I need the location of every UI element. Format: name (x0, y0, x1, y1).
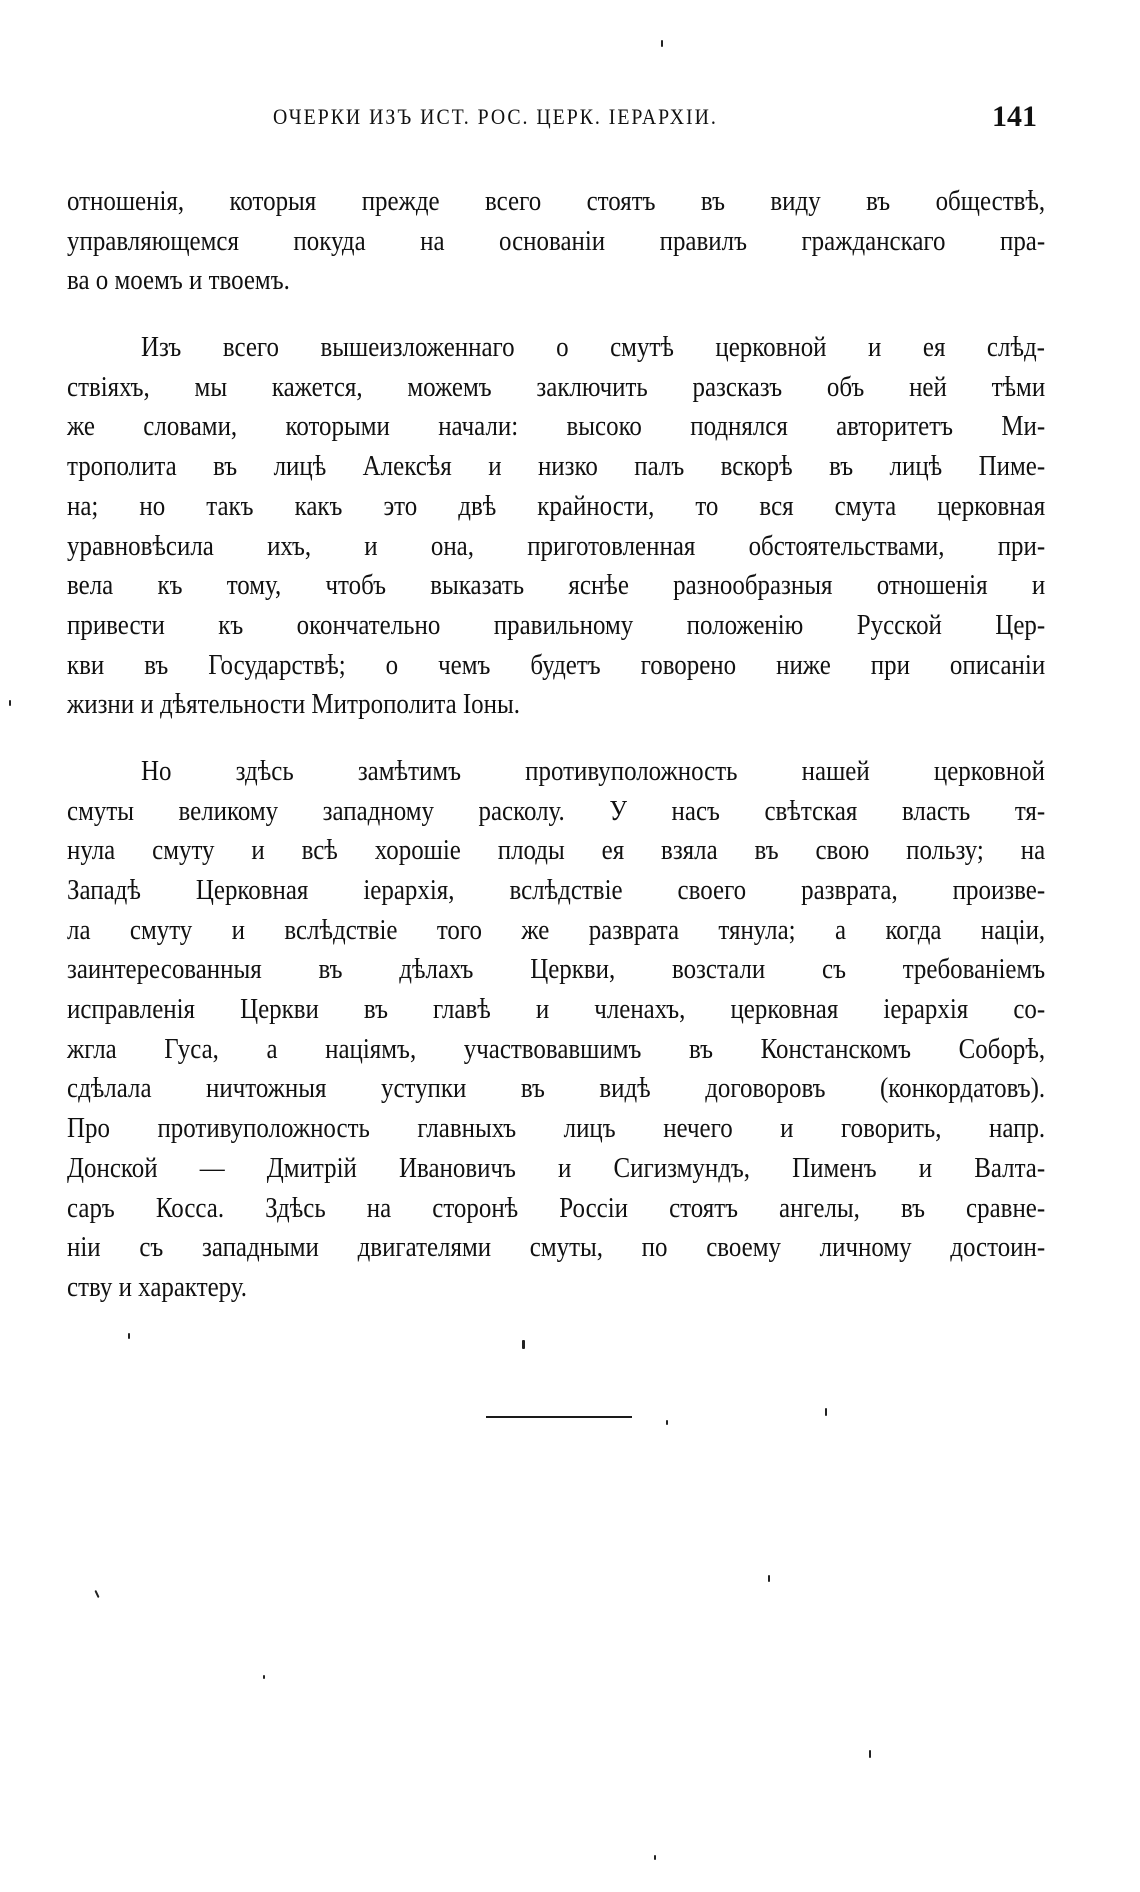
scan-speck (9, 700, 11, 706)
text-line: уравновѣсила ихъ, и она, приготовленная обстоятельствами, при- (67, 529, 1046, 562)
paragraph-2 (67, 328, 1045, 725)
text-line: сдѣлала ничтожныя уступки въ видѣ договоровъ (конкордатовъ). (67, 1072, 1046, 1105)
scan-speck (522, 1340, 525, 1349)
text-line: ніи съ западными двигателями смуты, по своему личному достоин- (67, 1231, 1046, 1264)
section-end-rule (486, 1416, 632, 1418)
scan-speck (263, 1675, 265, 1679)
text-line: управляющемся покуда на основаніи правилъ гражданскаго пра- (67, 224, 1046, 257)
text-line: ству и характеру. (67, 1270, 248, 1303)
text-line: Но здѣсь замѣтимъ противуположность нашей церковной (141, 754, 1045, 787)
text-line: же словами, которыми начали: высоко поднялся авторитетъ Ми- (67, 410, 1046, 443)
scan-speck (666, 1420, 668, 1425)
text-line: саръ Косса. Здѣсь на сторонѣ Россіи стоятъ ангелы, въ сравне- (67, 1191, 1046, 1224)
text-line: ва о моемъ и твоемъ. (67, 264, 290, 297)
scan-speck (768, 1575, 770, 1582)
text-line: Западѣ Церковная іерархія, вслѣдствіе своего разврата, произве- (67, 874, 1046, 906)
scan-speck (654, 1855, 656, 1860)
text-line: трополита въ лицѣ Алексѣя и низко палъ вскорѣ въ лицѣ Пиме- (67, 450, 1046, 483)
text-line: на; но такъ какъ это двѣ крайности, то вся смута церковная (67, 489, 1046, 522)
text-line: ла смуту и вслѣдствіе того же разврата тянула; а когда націи, (67, 913, 1046, 946)
text-line: отношенія, которыя прежде всего стоятъ въ виду въ обществѣ, (67, 185, 1046, 217)
scan-speck (825, 1408, 827, 1416)
text-line: Про противуположность главныхъ лицъ нечего и говорить, напр. (67, 1112, 1046, 1145)
text-line: Изъ всего вышеизложеннаго о смутѣ церковной и ея слѣд- (141, 331, 1045, 364)
text-line: смуты великому западному расколу. У насъ свѣтская власть тя- (67, 794, 1046, 827)
scan-speck (128, 1333, 130, 1339)
text-line: ствіяхъ, мы кажется, можемъ заключить разсказъ объ ней тѣми (67, 370, 1046, 403)
paragraph-1 (67, 182, 1045, 301)
page-number: 141 (992, 100, 1037, 133)
text-line: кви въ Государствѣ; о чемъ будетъ говорено ниже при описаніи (67, 648, 1046, 681)
text-line: нула смуту и всѣ хорошіе плоды ея взяла въ свою пользу; на (67, 834, 1046, 867)
text-line: жгла Гуса, а націямъ, участвовавшимъ въ Констанскомъ Соборѣ, (67, 1032, 1046, 1065)
text-line: Донской — Дмитрій Ивановичъ и Сигизмундъ, Пименъ и Валта- (67, 1151, 1046, 1184)
text-line: вела къ тому, чтобъ выказать яснѣе разнообразныя отношенія и (67, 569, 1046, 602)
body-text (67, 182, 1045, 1308)
text-line: заинтересованныя въ дѣлахъ Церкви, возстали съ требованіемъ (67, 953, 1046, 986)
running-header-title: ОЧЕРКИ ИЗЪ ИСТ. РОС. ЦЕРК. ІЕРАРХІИ. (273, 104, 718, 129)
text-line: привести къ окончательно правильному положенію Русской Цер- (67, 608, 1046, 641)
scan-speck (869, 1750, 871, 1758)
paragraph-3 (67, 752, 1045, 1308)
text-line: исправленія Церкви въ главѣ и членахъ, церковная іерархія со- (67, 993, 1046, 1026)
scan-speck (661, 40, 663, 47)
scan-speck (94, 1590, 99, 1598)
text-line: жизни и дѣятельности Митрополита Іоны. (67, 688, 520, 721)
